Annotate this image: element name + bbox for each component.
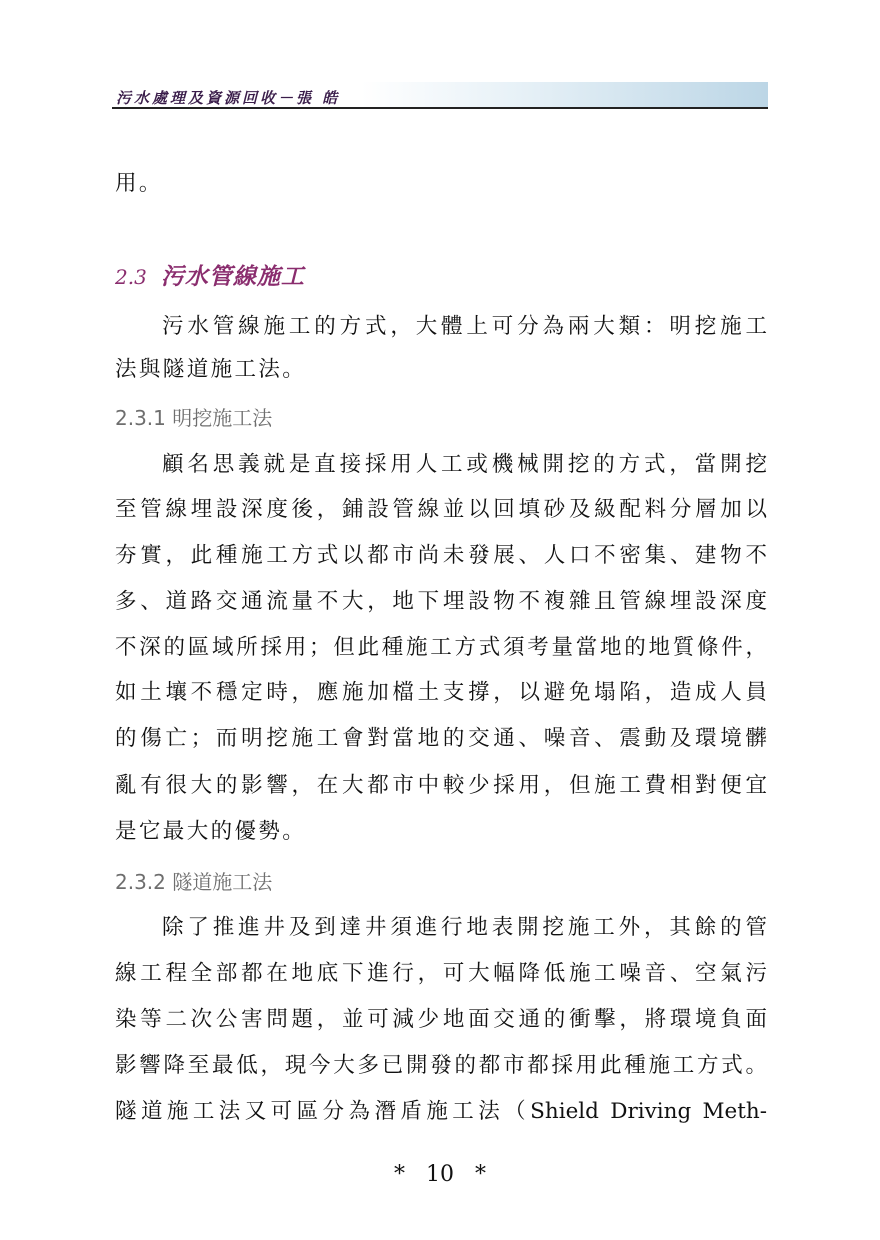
- subsection-heading-1: [115, 402, 272, 431]
- body-line-13: 除了推進井及到達井須進行地表開挖施工外，其餘的管: [162, 915, 767, 940]
- body-line-11: 亂有很大的影響，在大都市中較少採用，但施工費相對便宜: [115, 773, 767, 798]
- body-line-16: 影響降至最低，現今大多已開發的都市都採用此種施工方式。: [115, 1053, 767, 1078]
- running-header: [112, 82, 768, 108]
- body-line-5: 至管線埋設深度後，鋪設管線並以回填砂及級配料分層加以: [115, 497, 767, 522]
- body-line-7: 多、道路交通流量不大，地下埋設物不複雜且管線埋設深度: [115, 589, 767, 614]
- body-line-14: 線工程全部都在地底下進行，可大幅降低施工噪音、空氣污: [115, 961, 767, 986]
- body-line-12: 是它最大的優勢。: [115, 819, 307, 844]
- subsection-title: 隧道施工法: [172, 870, 273, 894]
- body-line-10: 的傷亡；而明挖施工會對當地的交通、噪音、震動及環境髒: [115, 726, 767, 751]
- body-line-6: 夯實，此種施工方式以都市尚未發展、人口不密集、建物不: [115, 543, 767, 568]
- body-line-8: 不深的區域所採用；但此種施工方式須考量當地的地質條件，: [115, 635, 767, 660]
- subsection-title: 明挖施工法: [172, 406, 273, 430]
- subsection-number: 2.3.2: [115, 870, 166, 894]
- body-line-2: 污水管線施工的方式，大體上可分為兩大類：明挖施工: [162, 314, 767, 339]
- section-title: 污水管線施工: [160, 264, 305, 290]
- section-heading: [115, 258, 305, 291]
- page-number: * 10 *: [394, 1162, 486, 1187]
- body-line-4: 顧名思義就是直接採用人工或機械開挖的方式，當開挖: [162, 452, 767, 477]
- section-number: 2.3: [115, 265, 147, 289]
- header-divider: [112, 107, 768, 109]
- subsection-number: 2.3.1: [115, 406, 166, 430]
- subsection-heading-2: [115, 866, 272, 895]
- body-line-3: 法與隧道施工法。: [115, 357, 307, 382]
- body-line-9: 如土壤不穩定時，應施加檔土支撐，以避免塌陷，造成人員: [115, 680, 767, 705]
- body-line-15: 染等二次公害問題，並可減少地面交通的衝擊，將環境負面: [115, 1007, 767, 1032]
- body-line-17: 隧道施工法又可區分為潛盾施工法（Shield Driving Meth-: [115, 1099, 767, 1124]
- running-header-title: 污水處理及資源回收－張 皓: [116, 89, 341, 107]
- body-line-1: 用。: [115, 171, 163, 196]
